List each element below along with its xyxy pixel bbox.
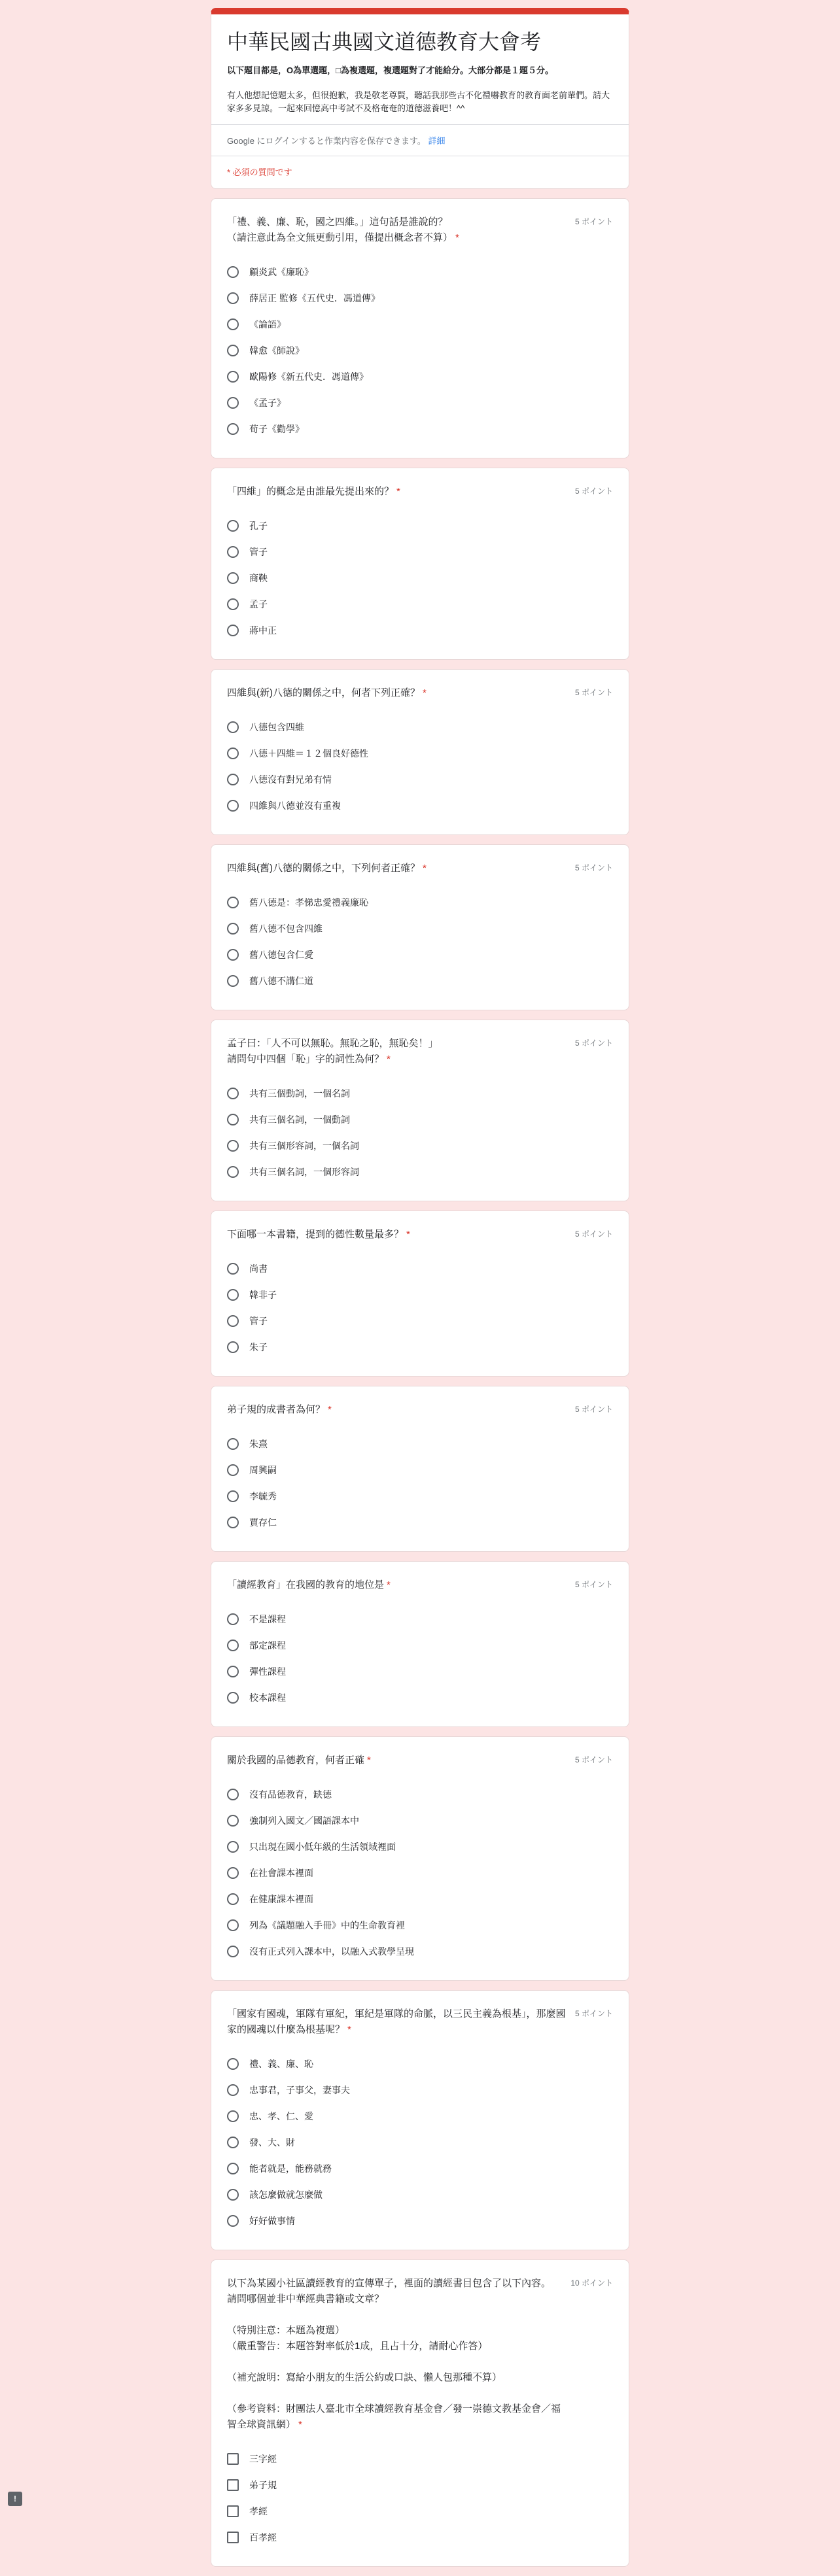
option-label: 能者就是，能務就務 xyxy=(249,2163,332,2174)
required-asterisk: * xyxy=(328,1404,332,1415)
option-label: 在社會課本裡面 xyxy=(249,1868,313,1878)
login-prompt xyxy=(227,125,613,156)
option-label: 四維與八德並沒有重複 xyxy=(249,800,341,811)
form-title: 中華民國古典國文道德教育大會考 xyxy=(227,30,542,54)
radio-option[interactable] xyxy=(227,1912,613,1938)
option-label: 舊八德不講仁道 xyxy=(249,976,313,986)
radio-option[interactable] xyxy=(227,1685,613,1711)
radio-option[interactable] xyxy=(227,740,613,766)
radio-circle-icon[interactable] xyxy=(227,598,239,610)
option-label: 商鞅 xyxy=(249,573,268,583)
required-asterisk: * xyxy=(396,486,400,497)
option-label: 李毓秀 xyxy=(249,1491,277,1502)
option-label: 舊八德不包含四維 xyxy=(249,923,323,934)
form-header-card xyxy=(211,8,629,189)
radio-option[interactable] xyxy=(227,1938,613,1965)
option-label: 周興嗣 xyxy=(249,1465,277,1475)
option-label: 荀子《勸學》 xyxy=(249,424,304,434)
radio-circle-icon[interactable] xyxy=(227,2084,239,2096)
option-label: 尚書 xyxy=(249,1263,268,1274)
question-text: 「讀經教育」在我國的教育的地位是 xyxy=(227,1579,385,1590)
option-label: 賈存仁 xyxy=(249,1517,277,1528)
radio-option[interactable] xyxy=(227,2208,613,2234)
question-card xyxy=(211,1211,629,1377)
question-header xyxy=(227,2006,613,2038)
question-title xyxy=(227,2276,567,2433)
radio-option[interactable] xyxy=(227,565,613,591)
option-label: 朱子 xyxy=(249,1342,268,1352)
option-label: 彈性課程 xyxy=(249,1666,286,1677)
option-label: 《孟子》 xyxy=(249,398,286,408)
radio-circle-icon[interactable] xyxy=(227,1841,239,1853)
question-text: 「國家有國魂，軍隊有軍紀，軍紀是軍隊的命脈，以三民主義為根基」，那麼國家的國魂以什麼為根基呢？ xyxy=(227,2008,566,2035)
question-card xyxy=(211,844,629,1010)
question-points: 5 ポイント xyxy=(574,1405,613,1414)
option-label: 部定課程 xyxy=(249,1640,286,1651)
option-label: 百孝經 xyxy=(249,2532,277,2543)
radio-circle-icon[interactable] xyxy=(227,371,239,383)
radio-circle-icon[interactable] xyxy=(227,2110,239,2122)
radio-option[interactable] xyxy=(227,1860,613,1886)
option-label: 管子 xyxy=(249,547,268,557)
question-header xyxy=(227,2276,613,2433)
required-asterisk: * xyxy=(298,2419,302,2430)
option-label: 三字經 xyxy=(249,2454,277,2464)
radio-circle-icon[interactable] xyxy=(227,572,239,584)
question-title xyxy=(227,861,427,876)
question-title xyxy=(227,1227,410,1243)
radio-option[interactable] xyxy=(227,1256,613,1282)
radio-option[interactable] xyxy=(227,1509,613,1536)
question-card xyxy=(211,669,629,835)
radio-option[interactable] xyxy=(227,942,613,968)
option-label: 韓愈《師說》 xyxy=(249,345,304,356)
question-text: 孟子曰：「人不可以無恥。無恥之恥，無恥矣！」 請問句中四個「恥」字的詞性為何？ xyxy=(227,1038,438,1065)
question-title xyxy=(227,1753,371,1768)
radio-circle-icon[interactable] xyxy=(227,1613,239,1625)
radio-circle-icon[interactable] xyxy=(227,923,239,935)
question-points: 5 ポイント xyxy=(574,217,613,226)
option-label: 忠、孝、仁、愛 xyxy=(249,2111,313,2121)
question-header xyxy=(227,1402,613,1418)
option-label: 發、大、財 xyxy=(249,2137,295,2148)
radio-option[interactable] xyxy=(227,285,613,311)
radio-circle-icon[interactable] xyxy=(227,1946,239,1957)
radio-circle-icon[interactable] xyxy=(227,2215,239,2227)
radio-circle-icon[interactable] xyxy=(227,520,239,532)
option-label: 孔子 xyxy=(249,521,268,531)
radio-option[interactable] xyxy=(227,337,613,364)
checkbox-option[interactable] xyxy=(227,2472,613,2498)
option-label: 八德包含四維 xyxy=(249,722,304,732)
question-title xyxy=(227,2006,567,2038)
radio-option[interactable] xyxy=(227,2077,613,2103)
option-label: 校本課程 xyxy=(249,1692,286,1703)
option-label: 共有三個名詞，一個形容詞 xyxy=(249,1167,359,1177)
radio-option[interactable] xyxy=(227,539,613,565)
radio-circle-icon[interactable] xyxy=(227,1640,239,1651)
question-text: 弟子規的成書者為何？ xyxy=(227,1404,326,1415)
radio-option[interactable] xyxy=(227,1457,613,1483)
radio-option[interactable] xyxy=(227,364,613,390)
radio-option[interactable] xyxy=(227,916,613,942)
radio-option[interactable] xyxy=(227,2155,613,2182)
radio-circle-icon[interactable] xyxy=(227,747,239,759)
option-label: 在健康課本裡面 xyxy=(249,1894,313,1904)
question-points: 5 ポイント xyxy=(574,863,613,872)
required-asterisk: * xyxy=(387,1579,391,1590)
option-label: 歐陽修《新五代史．馮道傳》 xyxy=(249,371,368,382)
option-label: 八德沒有對兄弟有情 xyxy=(249,774,332,785)
question-header xyxy=(227,1577,613,1593)
question-points: 5 ポイント xyxy=(574,2009,613,2018)
radio-circle-icon[interactable] xyxy=(227,2189,239,2201)
radio-circle-icon[interactable] xyxy=(227,1140,239,1152)
option-label: 好好做事情 xyxy=(249,2216,295,2226)
radio-circle-icon[interactable] xyxy=(227,1263,239,1275)
question-card xyxy=(211,1386,629,1552)
required-asterisk: * xyxy=(423,687,427,698)
radio-circle-icon[interactable] xyxy=(227,1490,239,1502)
required-asterisk: * xyxy=(387,1054,391,1065)
radio-option[interactable] xyxy=(227,390,613,416)
form-description: 有人他想記憶題太多，但很抱歉，我是敬老尊賢，聽話我那些古不化禮嚇教育的教育面老前輩們。請大家多多見諒。一起來回憶高中考試不及格奄奄的道德滋養吧！^^ xyxy=(227,90,610,113)
question-points: 5 ポイント xyxy=(574,688,613,697)
checkbox-icon[interactable] xyxy=(227,2453,239,2465)
radio-option[interactable] xyxy=(227,968,613,994)
option-label: 韓非子 xyxy=(249,1290,277,1300)
radio-option[interactable] xyxy=(227,513,613,539)
radio-option[interactable] xyxy=(227,766,613,793)
question-title xyxy=(227,215,459,246)
radio-option[interactable] xyxy=(227,1483,613,1509)
question-points: 5 ポイント xyxy=(574,1755,613,1764)
checkbox-option[interactable] xyxy=(227,2446,613,2472)
radio-circle-icon[interactable] xyxy=(227,318,239,330)
radio-option[interactable] xyxy=(227,1159,613,1185)
radio-circle-icon[interactable] xyxy=(227,800,239,812)
required-asterisk: * xyxy=(347,2024,351,2035)
option-label: 該怎麼做就怎麼做 xyxy=(249,2190,323,2200)
radio-circle-icon[interactable] xyxy=(227,774,239,785)
question-points: 5 ポイント xyxy=(574,1039,613,1048)
form-subtitle: 以下題目都是，O為單選題，□為複選題，複選題對了才能給分。大部分都是１題５分。 xyxy=(227,65,553,75)
question-header xyxy=(227,215,613,246)
radio-circle-icon[interactable] xyxy=(227,2058,239,2070)
question-header xyxy=(227,1036,613,1067)
login-text: Google にログインすると作業内容を保存できます。 xyxy=(227,136,426,146)
radio-circle-icon[interactable] xyxy=(227,1289,239,1301)
radio-option[interactable] xyxy=(227,2182,613,2208)
radio-circle-icon[interactable] xyxy=(227,423,239,435)
radio-circle-icon[interactable] xyxy=(227,397,239,409)
question-header xyxy=(227,685,613,701)
radio-option[interactable] xyxy=(227,591,613,617)
radio-circle-icon[interactable] xyxy=(227,2163,239,2174)
option-label: 薛居正 監修《五代史．馮道傳》 xyxy=(249,293,380,303)
question-points: 10 ポイント xyxy=(570,2278,613,2288)
option-label: 顧炎武《廉恥》 xyxy=(249,267,313,277)
radio-option[interactable] xyxy=(227,889,613,916)
radio-circle-icon[interactable] xyxy=(227,1666,239,1677)
radio-option[interactable] xyxy=(227,1308,613,1334)
option-label: 沒有品德教育，缺德 xyxy=(249,1789,332,1800)
radio-option[interactable] xyxy=(227,1658,613,1685)
question-list xyxy=(211,198,629,2567)
radio-option[interactable] xyxy=(227,793,613,819)
radio-circle-icon[interactable] xyxy=(227,897,239,908)
question-title xyxy=(227,484,400,500)
question-header xyxy=(227,861,613,876)
radio-option[interactable] xyxy=(227,1781,613,1808)
option-label: 舊八德是：孝悌忠愛禮義廉恥 xyxy=(249,897,368,908)
question-header xyxy=(227,484,613,500)
option-label: 沒有正式列入課本中，以融入式教學呈現 xyxy=(249,1946,414,1957)
option-label: 孝經 xyxy=(249,2506,268,2516)
radio-circle-icon[interactable] xyxy=(227,1464,239,1476)
option-label: 朱熹 xyxy=(249,1439,268,1449)
radio-option[interactable] xyxy=(227,2103,613,2129)
radio-circle-icon[interactable] xyxy=(227,1919,239,1931)
radio-option[interactable] xyxy=(227,311,613,337)
question-card xyxy=(211,198,629,458)
option-label: 列為《議題融入手冊》中的生命教育裡 xyxy=(249,1920,405,1931)
radio-option[interactable] xyxy=(227,1834,613,1860)
option-label: 舊八德包含仁愛 xyxy=(249,950,313,960)
checkbox-option[interactable] xyxy=(227,2498,613,2524)
option-label: 蔣中正 xyxy=(249,625,277,636)
radio-circle-icon[interactable] xyxy=(227,2137,239,2148)
radio-circle-icon[interactable] xyxy=(227,345,239,356)
radio-option[interactable] xyxy=(227,1632,613,1658)
option-label: 忠事君，子事父，妻事夫 xyxy=(249,2085,350,2095)
radio-circle-icon[interactable] xyxy=(227,1893,239,1905)
required-asterisk: * xyxy=(423,863,427,874)
question-title xyxy=(227,1402,332,1418)
question-text: 四維與(舊)八德的關係之中，下列何者正確？ xyxy=(227,863,420,874)
option-label: 孟子 xyxy=(249,599,268,610)
question-text: 「禮、義、廉、恥，國之四維。」這句話是誰說的？ （請注意此為全文無更動引用，僅提出概念者不算） xyxy=(227,216,453,243)
radio-option[interactable] xyxy=(227,1606,613,1632)
radio-option[interactable] xyxy=(227,1282,613,1308)
radio-option[interactable] xyxy=(227,416,613,442)
radio-circle-icon[interactable] xyxy=(227,1789,239,1800)
question-header xyxy=(227,1753,613,1768)
question-card xyxy=(211,1561,629,1727)
radio-circle-icon[interactable] xyxy=(227,1088,239,1099)
radio-circle-icon[interactable] xyxy=(227,1166,239,1178)
option-label: 禮、義、廉、恥 xyxy=(249,2059,313,2069)
radio-option[interactable] xyxy=(227,1431,613,1457)
required-asterisk: * xyxy=(455,232,459,243)
radio-circle-icon[interactable] xyxy=(227,975,239,987)
radio-circle-icon[interactable] xyxy=(227,1315,239,1327)
login-details-link[interactable]: 詳細 xyxy=(428,136,446,146)
question-text: 下面哪一本書籍，提到的德性數量最多？ xyxy=(227,1229,404,1240)
radio-option[interactable] xyxy=(227,2051,613,2077)
required-note: * 必須の質問です xyxy=(227,167,292,177)
question-points: 5 ポイント xyxy=(574,487,613,496)
radio-circle-icon[interactable] xyxy=(227,1517,239,1528)
radio-circle-icon[interactable] xyxy=(227,266,239,278)
question-title xyxy=(227,1036,438,1067)
question-text: 四維與(新)八德的關係之中，何者下列正確？ xyxy=(227,687,420,698)
option-label: 八德＋四維＝１２個良好德性 xyxy=(249,748,368,759)
form-container xyxy=(211,8,629,2576)
radio-option[interactable] xyxy=(227,1334,613,1360)
option-label: 共有三個名詞，一個動詞 xyxy=(249,1114,350,1125)
radio-circle-icon[interactable] xyxy=(227,1692,239,1704)
radio-option[interactable] xyxy=(227,1808,613,1834)
feedback-icon[interactable]: ! xyxy=(8,2492,22,2506)
question-card xyxy=(211,1736,629,1981)
option-label: 共有三個形容詞，一個名詞 xyxy=(249,1141,359,1151)
question-text: 關於我國的品德教育，何者正確 xyxy=(227,1755,365,1766)
question-card xyxy=(211,468,629,660)
question-points: 5 ポイント xyxy=(574,1580,613,1589)
question-header xyxy=(227,1227,613,1243)
radio-option[interactable] xyxy=(227,1886,613,1912)
radio-option[interactable] xyxy=(227,2129,613,2155)
radio-option[interactable] xyxy=(227,1080,613,1107)
checkbox-icon[interactable] xyxy=(227,2532,239,2543)
radio-circle-icon[interactable] xyxy=(227,721,239,733)
option-label: 共有三個動詞，一個名詞 xyxy=(249,1088,350,1099)
option-label: 管子 xyxy=(249,1316,268,1326)
option-label: 《論語》 xyxy=(249,319,286,330)
checkbox-icon[interactable] xyxy=(227,2505,239,2517)
radio-option[interactable] xyxy=(227,1107,613,1133)
radio-option[interactable] xyxy=(227,1133,613,1159)
question-text: 「四維」的概念是由誰最先提出來的？ xyxy=(227,486,394,497)
question-card xyxy=(211,1020,629,1201)
required-asterisk: * xyxy=(406,1229,410,1240)
option-label: 強制列入國文／國語課本中 xyxy=(249,1815,359,1826)
option-label: 只出現在國小低年級的生活領域裡面 xyxy=(249,1842,396,1852)
question-text: 以下為某國小社區讀經教育的宣傳單子，裡面的讀經書目包含了以下內容。 請問哪個並非中華經典書籍或文章？ （特別注意：本題為複選） （嚴重警告：本題答對率低於1成，且占十分，請耐心作答） （補充說明：寫給小朋友的生活公約或口訣、懶人包那種不算） （參考資料：財團法人臺北市全球讀經教育基金會／發一崇德文教基金會／福智全球資訊網） xyxy=(227,2278,561,2430)
radio-option[interactable] xyxy=(227,714,613,740)
radio-option[interactable] xyxy=(227,259,613,285)
radio-option[interactable] xyxy=(227,617,613,644)
option-label: 弟子規 xyxy=(249,2480,277,2490)
radio-circle-icon[interactable] xyxy=(227,546,239,558)
checkbox-option[interactable] xyxy=(227,2524,613,2550)
checkbox-icon[interactable] xyxy=(227,2479,239,2491)
question-title xyxy=(227,685,427,701)
question-title xyxy=(227,1577,391,1593)
option-label: 不是課程 xyxy=(249,1614,286,1624)
radio-circle-icon[interactable] xyxy=(227,1867,239,1879)
radio-circle-icon[interactable] xyxy=(227,1815,239,1827)
required-asterisk: * xyxy=(367,1755,371,1766)
question-card xyxy=(211,1990,629,2250)
question-points: 5 ポイント xyxy=(574,1229,613,1239)
radio-circle-icon[interactable] xyxy=(227,292,239,304)
radio-circle-icon[interactable] xyxy=(227,949,239,961)
question-card xyxy=(211,2259,629,2567)
radio-circle-icon[interactable] xyxy=(227,625,239,636)
radio-circle-icon[interactable] xyxy=(227,1114,239,1125)
radio-circle-icon[interactable] xyxy=(227,1341,239,1353)
radio-circle-icon[interactable] xyxy=(227,1438,239,1450)
